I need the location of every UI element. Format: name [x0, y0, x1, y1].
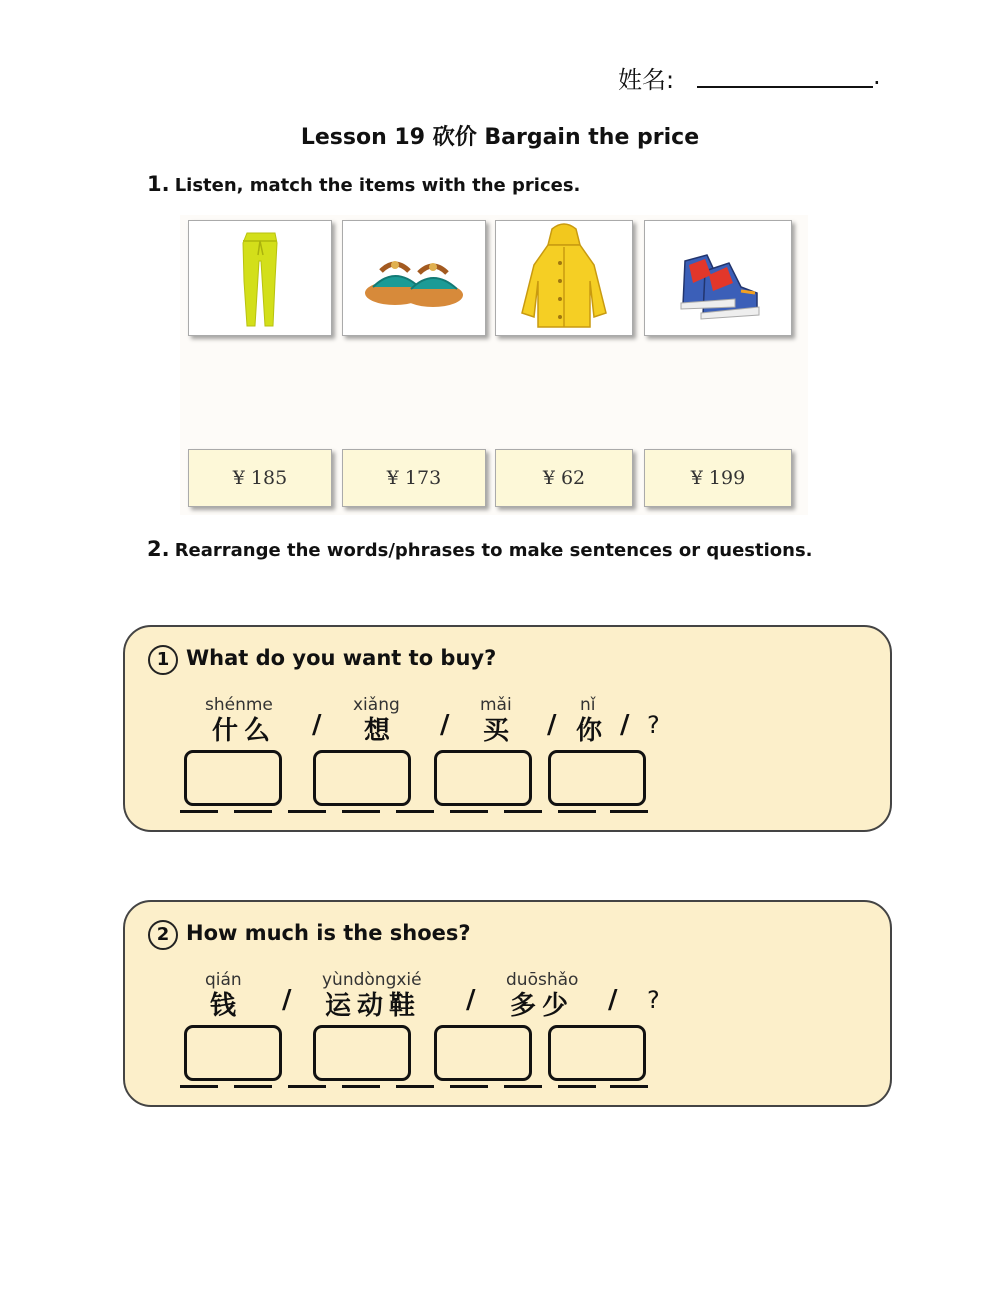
- pinyin-3: duōshǎo: [506, 970, 579, 990]
- answer-slot-3[interactable]: [434, 1025, 532, 1081]
- answer-dash: [450, 810, 488, 813]
- answer-slot-4[interactable]: [548, 750, 646, 806]
- exercise-1-number: 1: [148, 645, 178, 675]
- answer-dash: [288, 810, 326, 813]
- q1-heading: [147, 172, 580, 196]
- name-answer-line[interactable]: [697, 86, 873, 88]
- sandals-icon: [343, 221, 485, 335]
- separator: /: [312, 710, 322, 740]
- separator: /: [282, 985, 292, 1015]
- exercise-2-number: 2: [148, 920, 178, 950]
- word-4[interactable]: 你: [576, 716, 609, 746]
- word-2[interactable]: 运动鞋: [325, 991, 422, 1021]
- separator: /: [620, 710, 630, 740]
- price-card-4[interactable]: ¥ 199: [644, 449, 792, 507]
- answer-slot-2[interactable]: [313, 750, 411, 806]
- word-3[interactable]: 买: [483, 716, 516, 746]
- separator: /: [608, 985, 618, 1015]
- answer-slot-3[interactable]: [434, 750, 532, 806]
- item-card-sneakers[interactable]: [644, 220, 792, 336]
- word-2[interactable]: 想: [364, 716, 397, 746]
- answer-dash: [558, 810, 596, 813]
- answer-dash: [610, 1085, 648, 1088]
- q2-heading: [147, 537, 813, 561]
- answer-dash: [234, 810, 272, 813]
- answer-dash: [396, 1085, 434, 1088]
- answer-dash: [342, 810, 380, 813]
- pinyin-2: xiǎng: [353, 695, 400, 715]
- q1-instruction: Listen, match the items with the prices.: [174, 175, 581, 196]
- exercise-1-text: What do you want to buy?: [186, 646, 497, 670]
- separator: /: [466, 985, 476, 1015]
- answer-dash: [504, 1085, 542, 1088]
- price-card-1[interactable]: ¥ 185: [188, 449, 332, 507]
- pinyin-1: qián: [205, 970, 242, 990]
- question-mark: ?: [647, 986, 660, 1014]
- item-card-sandals[interactable]: [342, 220, 486, 336]
- answer-dash: [558, 1085, 596, 1088]
- answer-dash: [450, 1085, 488, 1088]
- answer-dash: [234, 1085, 272, 1088]
- pinyin-3: mǎi: [480, 695, 512, 715]
- answer-dash: [342, 1085, 380, 1088]
- sneakers-icon: [645, 221, 791, 335]
- raincoat-icon: [496, 221, 632, 335]
- page-title: Lesson 19 砍价 Bargain the price: [300, 125, 700, 150]
- pinyin-1: shénme: [205, 695, 273, 715]
- q1-number: 1.: [147, 172, 170, 196]
- name-dot: .: [873, 62, 881, 90]
- exercise-2-title: [148, 920, 471, 950]
- answer-dash: [180, 810, 218, 813]
- separator: /: [440, 710, 450, 740]
- separator: /: [547, 710, 557, 740]
- answer-slot-4[interactable]: [548, 1025, 646, 1081]
- pinyin-4: nǐ: [580, 695, 596, 715]
- q2-number: 2.: [147, 537, 170, 561]
- name-label: 姓名:: [618, 66, 675, 94]
- question-mark: ?: [647, 711, 660, 739]
- answer-dash: [288, 1085, 326, 1088]
- word-1[interactable]: 什么: [212, 716, 277, 746]
- answer-dash: [180, 1085, 218, 1088]
- pants-icon: [189, 221, 331, 335]
- word-3[interactable]: 多少: [510, 991, 575, 1021]
- pinyin-2: yùndòngxié: [322, 970, 422, 990]
- answer-slot-1[interactable]: [184, 1025, 282, 1081]
- q2-instruction: Rearrange the words/phrases to make sentences or questions.: [174, 540, 813, 561]
- answer-dash: [504, 810, 542, 813]
- exercise-2-text: How much is the shoes?: [186, 921, 471, 945]
- item-card-pants[interactable]: [188, 220, 332, 336]
- answer-dash: [610, 810, 648, 813]
- answer-slot-2[interactable]: [313, 1025, 411, 1081]
- word-1[interactable]: 钱: [210, 991, 243, 1021]
- price-card-3[interactable]: ¥ 62: [495, 449, 633, 507]
- exercise-1-title: [148, 645, 496, 675]
- price-card-2[interactable]: ¥ 173: [342, 449, 486, 507]
- answer-slot-1[interactable]: [184, 750, 282, 806]
- answer-dash: [396, 810, 434, 813]
- item-card-raincoat[interactable]: [495, 220, 633, 336]
